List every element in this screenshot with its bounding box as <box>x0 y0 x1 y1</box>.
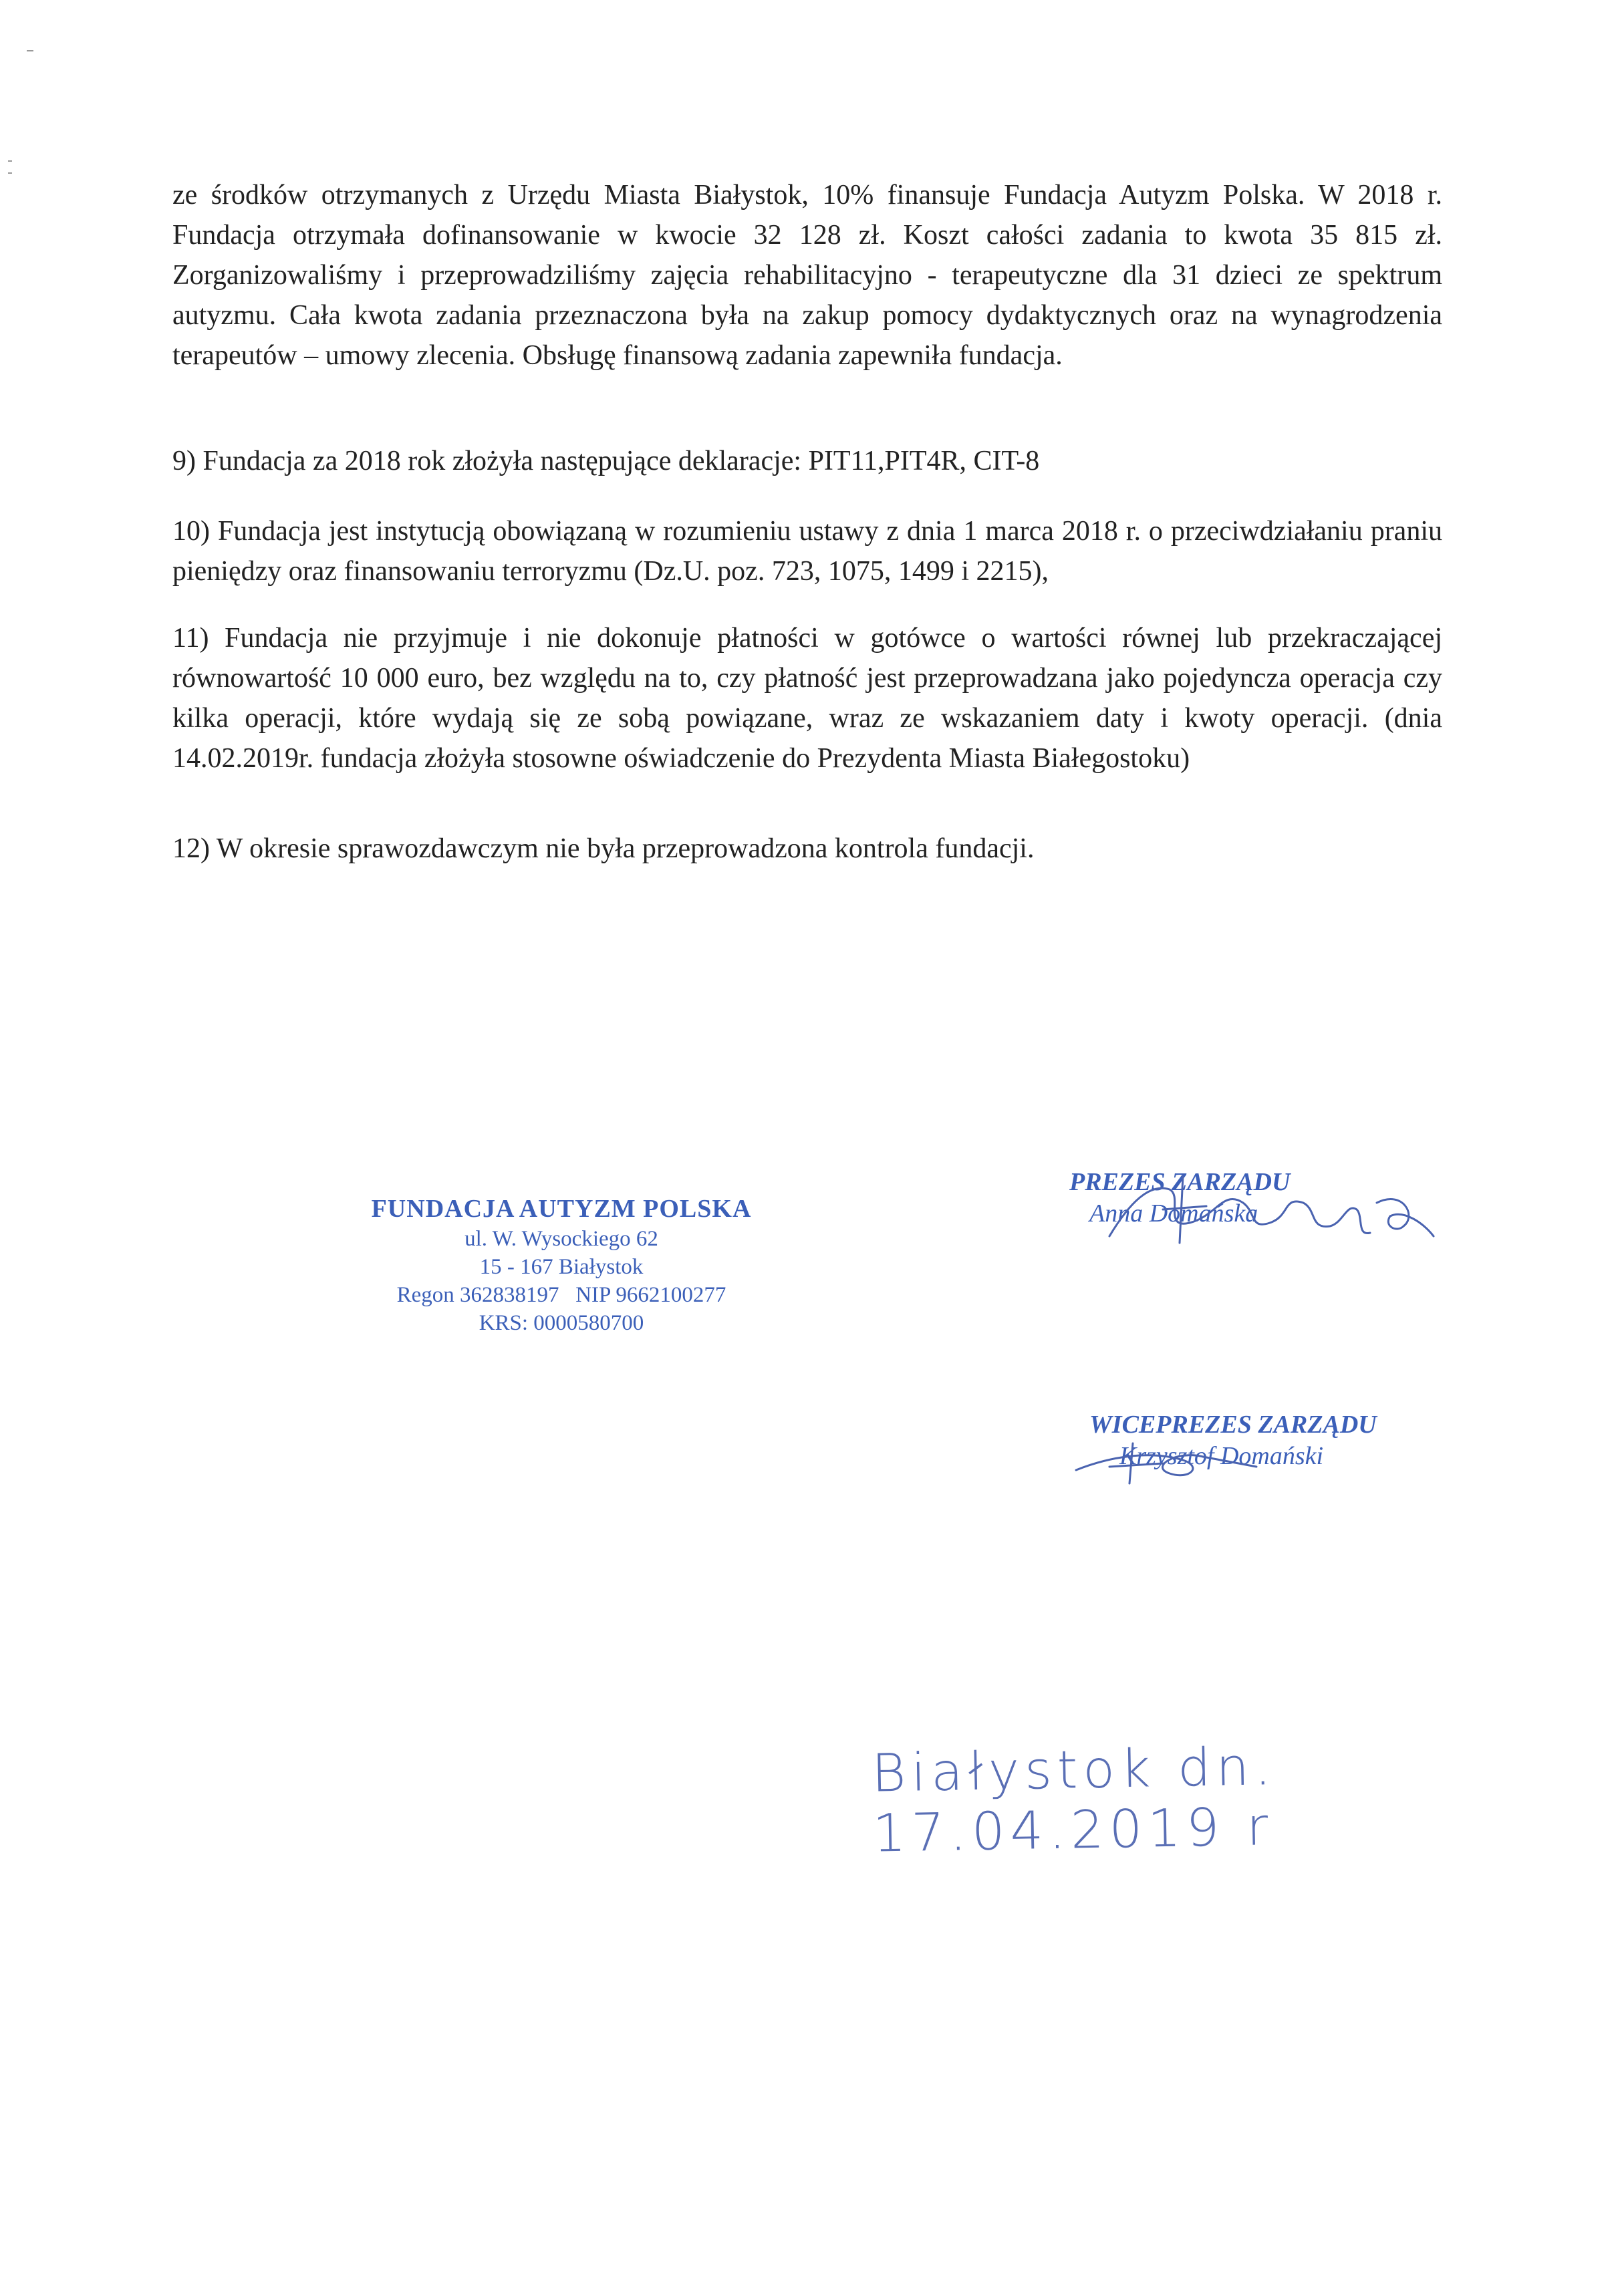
item-11 <box>172 618 1442 778</box>
stamp-city: 15 - 167 Białystok <box>479 1255 644 1279</box>
stamp-ids: Regon 362838197 NIP 9662100277 <box>396 1283 726 1307</box>
vice-president-name: Krzysztof Domański <box>1119 1442 1324 1470</box>
stamp-krs: KRS: 0000580700 <box>479 1311 644 1335</box>
item-9-text: 9) Fundacja za 2018 rok złożyła następujące deklaracje: PIT11,PIT4R, CIT-8 <box>172 446 1040 476</box>
vice-president-signature-scribble <box>1069 1437 1270 1490</box>
item-11-text: 11) Fundacja nie przyjmuje i nie dokonuje płatności w gotówce o wartości równej lub przekraczającej równowartość 10 000 euro, bez względu na to, czy płatność jest przeprowadzana jako pojedyncza operacja czy kilka operacji, które wydają się ze sobą powiązane, wraz ze wskazaniem daty i kwoty operacji. (dnia 14.02.2019r. fundacja złożyła stosowne oświadczenie do Prezydenta Miasta Białegostoku) <box>172 623 1442 774</box>
foundation-stamp <box>348 1193 775 1337</box>
scan-mark <box>8 172 12 174</box>
item-10-text: 10) Fundacja jest instytucją obowiązaną w rozumieniu ustawy z dnia 1 marca 2018 r. o przeciwdziałaniu praniu pieniędzy oraz finansowaniu terroryzmu (Dz.U. poz. 723, 1075, 1499 i 2215), <box>172 516 1442 587</box>
item-12 <box>172 829 1442 869</box>
stamp-address: ul. W. Wysockiego 62 <box>464 1227 658 1251</box>
stamp-title: FUNDACJA AUTYZM POLSKA <box>371 1195 752 1223</box>
item-12-text: 12) W okresie sprawozdawczym nie była przeprowadzona kontrola fundacji. <box>172 833 1035 864</box>
item-9 <box>172 441 1442 481</box>
scan-mark <box>8 160 12 162</box>
handwritten-place-date: Białystok dn. 17.04.2019 r <box>871 1737 1277 1864</box>
president-role: PREZES ZARZĄDU <box>1069 1168 1291 1196</box>
scan-mark <box>27 50 33 51</box>
paragraph-text: ze środków otrzymanych z Urzędu Miasta Białystok, 10% finansuje Fundacja Autyzm Polska. W 2018 r. Fundacja otrzymała dofinansowanie w kwocie 32 128 zł. Koszt całości zadania to kwota 35 815 zł. Zorganizowaliśmy i przeprowadziliśmy zajęcia rehabilitacyjno - terapeutyczne dla 31 dzieci ze spektrum autyzmu. Cała kwota zadania przeznaczona była na zakup pomocy dydaktycznych oraz na wynagrodzenia terapeutów – umowy zlecenia. Obsługę finansową zadania zapewniła fundacja. <box>172 180 1442 371</box>
item-10 <box>172 511 1442 591</box>
vice-president-role: WICEPREZES ZARZĄDU <box>1089 1411 1377 1439</box>
paragraph-continuation <box>172 175 1442 376</box>
president-name: Anna Domańska <box>1089 1199 1258 1228</box>
president-signature-scribble <box>1089 1163 1437 1263</box>
